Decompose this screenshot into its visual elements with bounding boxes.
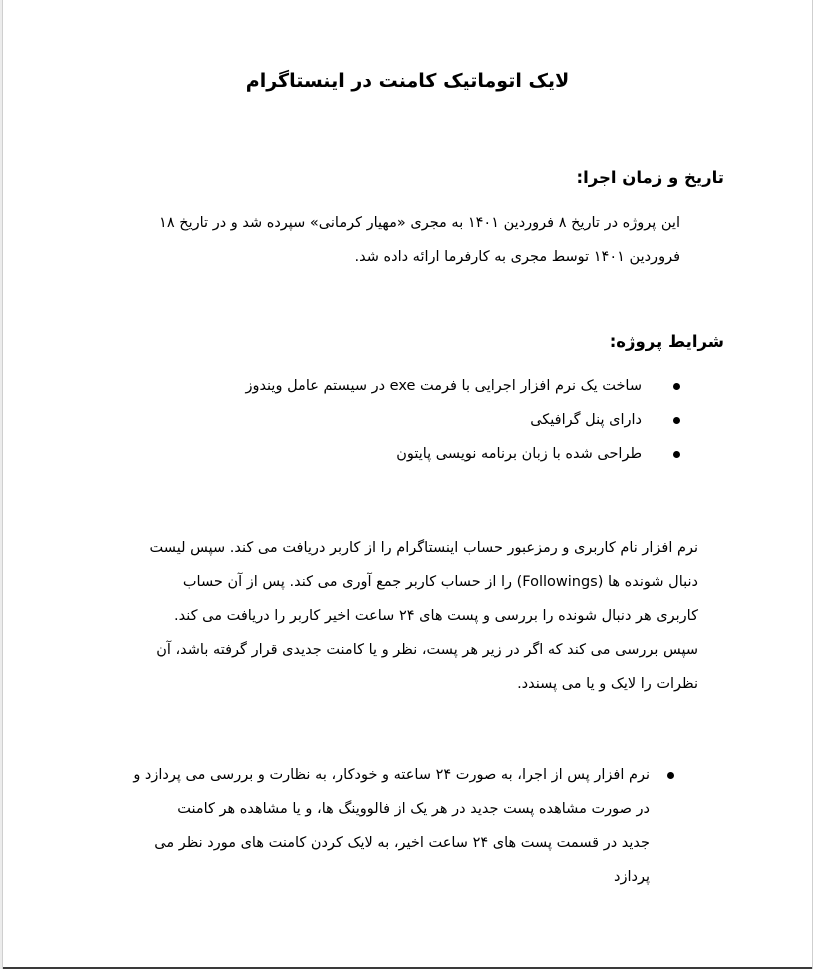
description-line: کاربری هر دنبال شونده را بررسی و پست های ۲۴ ساعت اخیر کاربر را دریافت می کند. bbox=[174, 608, 698, 624]
bullet-icon bbox=[673, 383, 680, 390]
list-item bbox=[245, 437, 680, 471]
list-item-text: ساخت یک نرم افزار اجرایی با فرمت exe در سیستم عامل ویندوز bbox=[245, 378, 642, 394]
description-line: دنبال شونده ها (Followings) را از حساب کاربر جمع آوری می کند. پس از آن حساب bbox=[182, 574, 698, 590]
execution-line: فروردین ۱۴۰۱ توسط مجری به کارفرما ارائه داده شد. bbox=[354, 249, 680, 265]
final-bullet-line: در صورت مشاهده پست جدید در هر یک از فالووینگ ها، و یا مشاهده هر کامنت bbox=[177, 801, 650, 817]
final-bullet-line: نرم افزار پس از اجرا، به صورت ۲۴ ساعته و خودکار، به نظارت و بررسی می پردازد و bbox=[133, 767, 650, 783]
bullet-icon bbox=[667, 772, 674, 779]
bullet-icon bbox=[673, 417, 680, 424]
execution-line: این پروژه در تاریخ ۸ فروردین ۱۴۰۱ به مجری «مهیار کرمانی» سپرده شد و در تاریخ ۱۸ bbox=[159, 215, 680, 231]
description-line: نظرات را لایک و یا می پسندد. bbox=[517, 676, 698, 692]
description-line: سپس بررسی می کند که اگر در زیر هر پست، نظر و یا کامنت جدیدی قرار گرفته باشد، آن bbox=[156, 642, 698, 658]
final-bullet-line: پردازد bbox=[614, 869, 650, 885]
list-item-text: دارای پنل گرافیکی bbox=[530, 412, 642, 428]
description-line: نرم افزار نام کاربری و رمزعبور حساب اینستاگرام را از کاربر دریافت می کند. سپس لیست bbox=[149, 540, 698, 556]
final-bullet-item bbox=[94, 758, 674, 894]
document-page bbox=[2, 0, 813, 969]
document-title: لایک اتوماتیک کامنت در اینستاگرام bbox=[245, 70, 570, 92]
list-item-text: طراحی شده با زبان برنامه نویسی پایتون bbox=[396, 446, 642, 462]
final-bullet-line: جدید در قسمت پست های ۲۴ ساعت اخیر، به لایک کردن کامنت های مورد نظر می bbox=[154, 835, 650, 851]
conditions-heading: شرایط پروژه: bbox=[609, 332, 724, 351]
final-bullet-text bbox=[94, 758, 650, 894]
execution-paragraph bbox=[80, 206, 680, 274]
list-item bbox=[245, 369, 680, 403]
list-item bbox=[245, 403, 680, 437]
conditions-list bbox=[245, 369, 680, 471]
description-paragraph bbox=[88, 531, 698, 701]
execution-heading: تاریخ و زمان اجرا: bbox=[576, 168, 724, 187]
bullet-icon bbox=[673, 451, 680, 458]
